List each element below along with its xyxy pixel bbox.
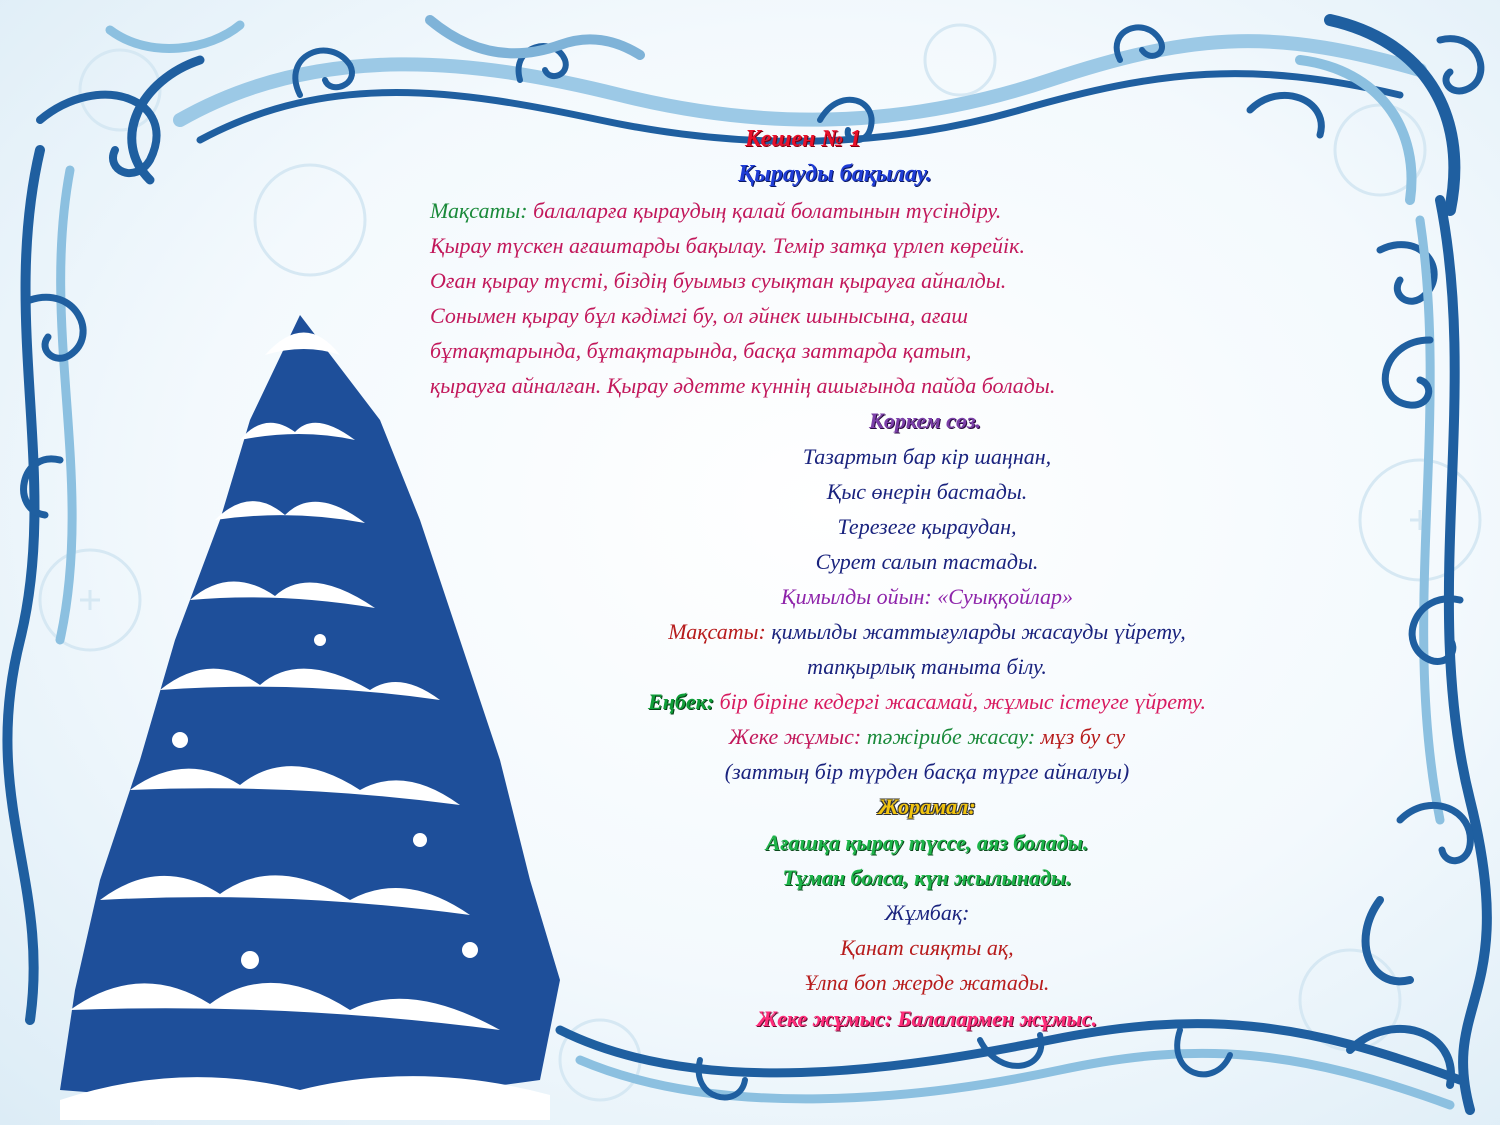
- riddle-heading: Жұмбақ:: [884, 900, 970, 925]
- description-line-2: Оған қырау түсті, біздің буымыз суықтан қырауға айналды.: [430, 268, 1007, 293]
- title-text: Кешен № 1: [745, 126, 862, 152]
- individual-items: мұз бу су: [1035, 724, 1126, 749]
- poem-line-4: Сурет салып тастады.: [815, 549, 1039, 574]
- game-goal-line: [527, 614, 1327, 649]
- game-line: [627, 579, 1227, 614]
- game-goal-label: Мақсаты:: [668, 619, 766, 644]
- riddle-line-1: Қанат сияқты ақ,: [840, 935, 1014, 960]
- omen-line-2: Тұман болса, күн жылынады.: [782, 865, 1072, 890]
- description-line-4: бұтақтарында, бұтақтарында, басқа заттарда қатып,: [430, 338, 972, 363]
- individual-line: [527, 719, 1327, 754]
- omens-heading: Жорамал:: [878, 794, 976, 819]
- game-goal-text: қимылды жаттығуларды жасауды үйрету,: [765, 619, 1186, 644]
- page-subtitle: [738, 157, 932, 192]
- goal-label: Мақсаты:: [430, 198, 528, 223]
- labor-label: Еңбек:: [648, 689, 715, 714]
- description-line-5: қырауға айналған. Қырау әдетте күннің ашығында пайда болады.: [430, 373, 1056, 398]
- poem-line-2: Қыс өнерін бастады.: [826, 479, 1028, 504]
- goal-text: балаларға қыраудың қалай болатынын түсіндіру.: [527, 198, 1002, 223]
- individual-task: тәжірибе жасау:: [861, 724, 1036, 749]
- game-label: Қимылды ойын:: [780, 584, 932, 609]
- individual-note: (заттың бір түрден басқа түрге айналуы): [724, 759, 1130, 784]
- subtitle-text: Қырауды бақылау.: [738, 161, 932, 187]
- omen-line-1: Ағашқа қырау түссе, аяз болады.: [765, 830, 1089, 855]
- game-goal-line-2: тапқырлық таныта білу.: [807, 654, 1047, 679]
- labor-line: [477, 684, 1377, 719]
- page-title: [745, 122, 861, 157]
- individual-label: Жеке жұмыс:: [728, 724, 862, 749]
- frame-right: [1350, 200, 1487, 1110]
- description-line-1: Қырау түскен ағаштарды бақылау. Темір затқа үрлеп көрейік.: [430, 233, 1025, 258]
- footer-line: Жеке жұмыс: Балалармен жұмыс.: [756, 1006, 1098, 1031]
- description-line-3: Сонымен қырау бұл кәдімгі бу, ол әйнек шынысына, ағаш: [430, 303, 969, 328]
- poem-line-1: Тазартып бар кір шаңнан,: [802, 444, 1052, 469]
- game-name: «Суыққойлар»: [931, 584, 1074, 609]
- goal-line: [430, 193, 1001, 228]
- poem-line-3: Терезеге қыраудан,: [837, 514, 1017, 539]
- poem-heading: Көркем сөз.: [868, 408, 982, 433]
- labor-text: бір біріне кедергі жасамай, жұмыс істеуге үйрету.: [714, 689, 1206, 714]
- riddle-line-2: Ұлпа боп жерде жатады.: [804, 970, 1050, 995]
